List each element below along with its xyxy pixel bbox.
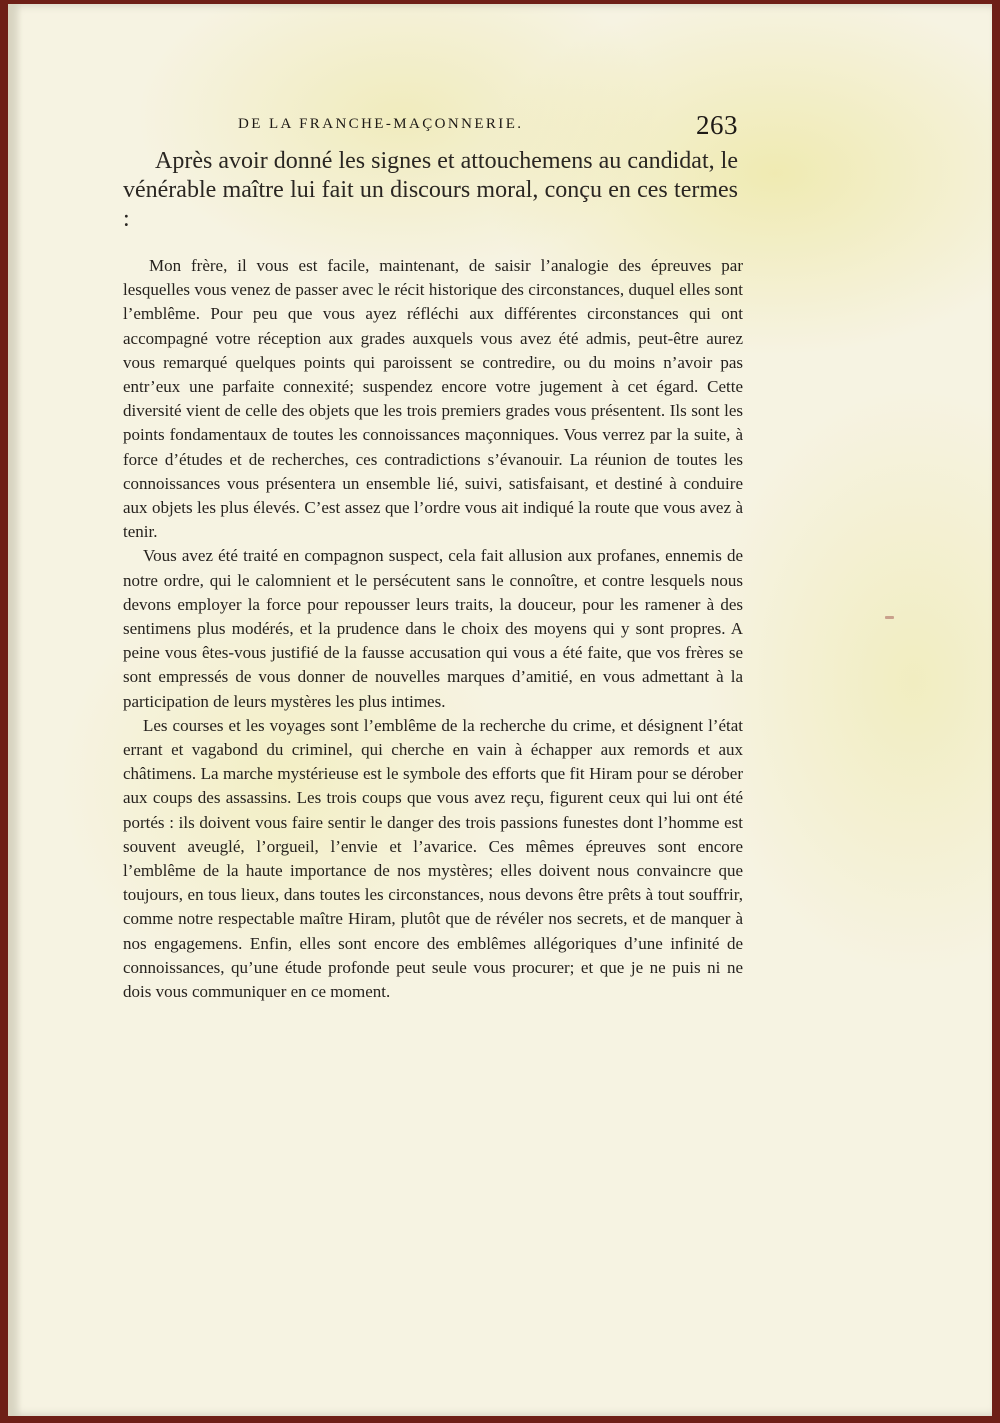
book-page	[8, 4, 992, 1416]
page-number: 263	[696, 110, 738, 140]
page-gutter-shadow	[8, 4, 22, 1416]
paragraph: Mon frère, il vous est facile, maintenant, de saisir l’analogie des épreuves par lesquelles vous venez de passer avec le récit historique des circonstances, duquel elles sont l’emblême. Pour peu que vous ayez réfléchi aux différentes circonstances qui ont accompagné votre réception aux grades auxquels vous avez été admis, peut-être aurez vous remarqué quelques points qui paroissent se contredire, ou du moins n’avoir pas entr’eux une parfaite connexité; suspendez encore votre jugement à cet égard. Cette diversité vient de celle des objets que les trois premiers grades vous présentent. Ils sont les points fondamentaux de toutes les connoissances maçonniques. Vous verrez par la suite, à force d’études et de recherches, ces contradictions s’évanouir. La réunion de toutes les connoissances vous présentera un ensemble lié, suivi, satisfaisant, et destiné à conduire aux objets les plus élevés. C’est assez que l’ordre vous ait indiqué la route que vous avez à tenir.	[123, 256, 743, 542]
page-header	[238, 110, 738, 146]
paragraph: Vous avez été traité en compagnon suspect, cela fait allusion aux profanes, ennemis de notre ordre, qui le calomnient et le persécutent sans le connoître, et contre lesquels nous devons employer la force pour repousser leurs traits, la douceur, pour les ramener à des sentimens plus modérés, et la prudence dans le choix des moyens qui y sont propres. A peine vous êtes-vous justifié de la fausse accusation qui vous a été faite, que vos frères se sont empressés de vous donner de nouvelles marques d’amitié, en vous admettant à la participation de leurs mystères les plus intimes.	[123, 546, 743, 711]
paragraph: Les courses et les voyages sont l’emblême de la recherche du crime, et désignent l’état errant et vagabond du criminel, qui cherche en vain à échapper aux remords et aux châtimens. La marche mystérieuse est le symbole des efforts que fit Hiram pour se dérober aux coups des assassins. Les trois coups que vous avez reçu, figurent ceux qui lui ont été portés : ils doivent vous faire sentir le danger des trois passions funestes dont l’homme est souvent aveuglé, l’orgueil, l’envie et l’avarice. Ces mêmes épreuves sont encore l’emblême de la haute importance de nos mystères; elles doivent nous convaincre que toujours, en tous lieux, dans toutes les circonstances, nous devons être prêts à tout souffrir, comme notre respectable maître Hiram, plutôt que de révéler nos secrets, et de manquer à nos engagemens. Enfin, elles sont encore des emblêmes allégoriques d’une infinité de connoissances, qu’une étude profonde peut seule vous procurer; et que je ne puis ni ne dois vous communiquer en ce moment.	[123, 715, 743, 1002]
margin-mark	[885, 616, 894, 619]
discourse-text	[123, 254, 743, 1004]
intro-paragraph: Après avoir donné les signes et attouchemens au candidat, le vénérable maître lui fait un discours moral, conçu en ces termes :	[123, 148, 738, 232]
running-head: DE LA FRANCHE-MAÇONNERIE.	[238, 116, 524, 132]
